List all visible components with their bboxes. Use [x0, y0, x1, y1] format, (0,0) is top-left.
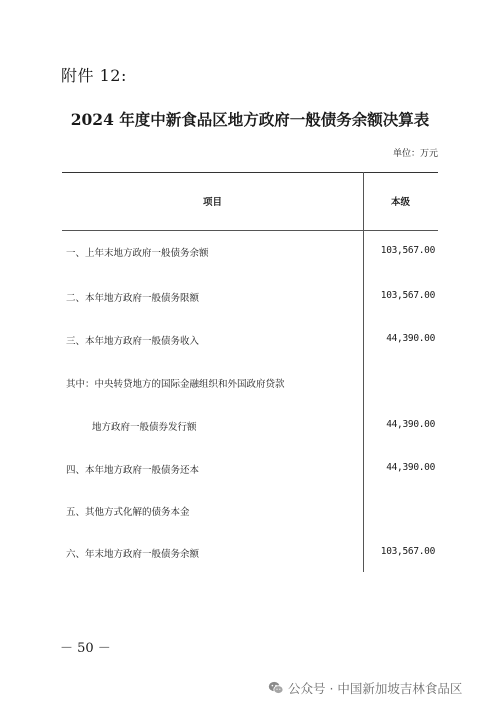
document-title: 2024 年度中新食品区地方政府一般债务余额决算表	[70, 110, 430, 129]
page-number: － 50 －	[60, 641, 111, 656]
row-value: 103,567.00	[380, 546, 435, 557]
table-column-divider	[363, 172, 364, 572]
watermark	[268, 679, 462, 697]
table-header-rule	[62, 230, 438, 231]
table-top-rule	[62, 172, 438, 173]
row-value: 44,390.00	[386, 419, 435, 430]
row-label: 一、上年末地方政府一般债务余额	[66, 248, 209, 259]
row-label: 地方政府一般债券发行额	[92, 422, 197, 433]
unit-label: 单位：万元	[392, 149, 438, 159]
row-value: 103,567.00	[380, 245, 435, 256]
row-label: 六、年末地方政府一般债务余额	[66, 549, 200, 560]
wechat-icon	[268, 680, 284, 696]
watermark-text: 公众号 · 中国新加坡吉林食品区	[288, 681, 463, 696]
attachment-label: 附件 12:	[61, 66, 127, 85]
column-header-item: 项目	[202, 197, 222, 208]
row-value: 44,390.00	[386, 333, 435, 344]
row-label: 其中：中央转贷地方的国际金融组织和外国政府贷款	[66, 379, 285, 390]
row-label: 四、本年地方政府一般债务还本	[66, 465, 200, 476]
row-value: 103,567.00	[380, 290, 435, 301]
row-label: 三、本年地方政府一般债务收入	[66, 336, 200, 347]
row-label: 五、其他方式化解的债务本金	[66, 507, 190, 518]
row-label: 二、本年地方政府一般债务限额	[66, 293, 200, 304]
column-header-amount: 本级	[390, 197, 410, 208]
row-value: 44,390.00	[386, 462, 435, 473]
